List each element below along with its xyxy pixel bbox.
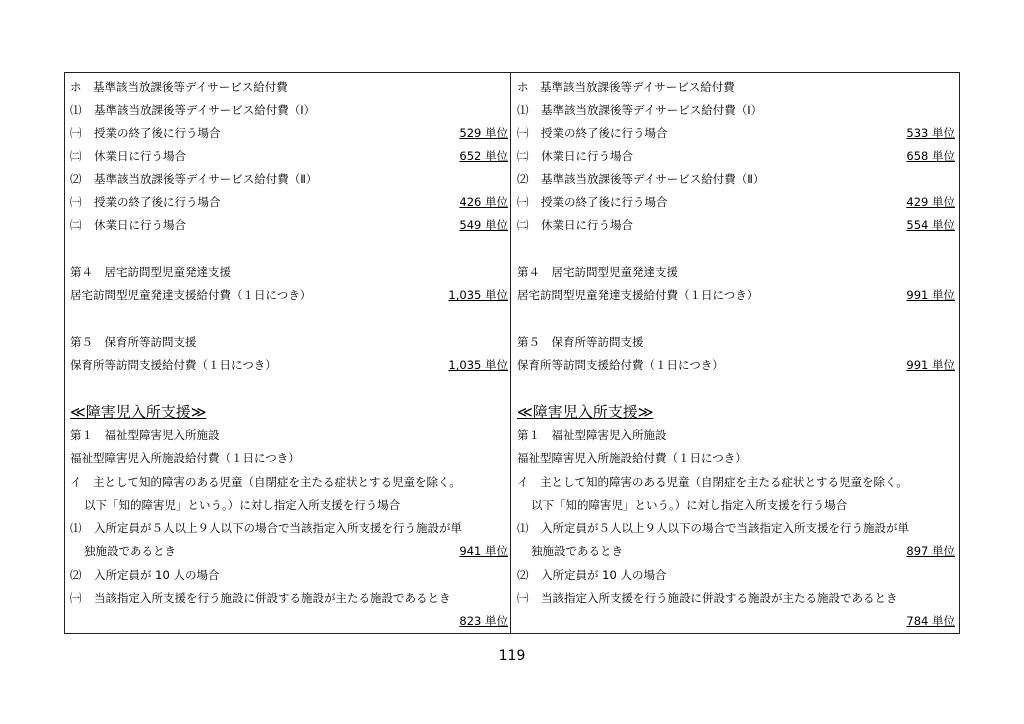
case-2-sub-mark: ㈠ xyxy=(517,591,529,605)
section-4-title: 第４ 居宅訪問型児童発達支援 xyxy=(517,265,678,279)
case-2 xyxy=(517,566,955,584)
i-line-1: イ 主として知的障害のある児童（自閉症を主たる症状とする児童を除く。 xyxy=(70,475,461,489)
subitem-a1 xyxy=(517,124,955,142)
section-5-title: 第５ 保育所等訪問支援 xyxy=(70,335,197,349)
subitem-b1 xyxy=(70,147,508,165)
i-line-1: イ 主として知的障害のある児童（自閉症を主たる症状とする児童を除く。 xyxy=(517,475,908,489)
section-5-title: 第５ 保育所等訪問支援 xyxy=(517,335,644,349)
item-1-text: 基準該当放課後等デイサービス給付費（Ⅰ） xyxy=(94,103,316,117)
case-1-text: 入所定員が５人以上９人以下の場合で当該指定入所支援を行う施設が単 xyxy=(541,521,909,535)
item-1-mark: ⑴ xyxy=(517,103,529,117)
subitem-b2 xyxy=(517,216,955,234)
subitem-a2 xyxy=(70,193,508,211)
case-2-mark: ⑵ xyxy=(70,568,82,582)
item-2-mark: ⑵ xyxy=(517,172,529,186)
subitem-a1 xyxy=(70,124,508,142)
case-1-text: 入所定員が５人以上９人以下の場合で当該指定入所支援を行う施設が単 xyxy=(94,521,462,535)
section-5-item-text: 保育所等訪問支援給付費（１日につき） xyxy=(517,358,724,372)
item-1-mark: ⑴ xyxy=(70,103,82,117)
subitem-a1-value: 529 単位 xyxy=(459,126,508,140)
subitem-b2-value: 554 単位 xyxy=(906,218,955,232)
facility-item: 福祉型障害児入所施設給付費（１日につき） xyxy=(70,451,300,465)
facility-title: 第１ 福祉型障害児入所施設 xyxy=(517,428,667,442)
subitem-b1-value: 652 単位 xyxy=(459,149,508,163)
case-2-sub xyxy=(517,589,955,607)
case-1-value: 941 単位 xyxy=(459,544,508,558)
subitem-a2-value: 426 単位 xyxy=(459,195,508,209)
section-4-value: 991 単位 xyxy=(906,288,955,302)
item-1-text: 基準該当放課後等デイサービス給付費（Ⅰ） xyxy=(541,103,763,117)
i-line-2: 以下「知的障害児」という。）に対し指定入所支援を行う場合 xyxy=(531,498,848,512)
section-5-item-text: 保育所等訪問支援給付費（１日につき） xyxy=(70,358,277,372)
subitem-a1-text: 授業の終了後に行う場合 xyxy=(94,126,221,140)
subitem-b1 xyxy=(517,147,955,165)
item-1 xyxy=(517,101,955,119)
subitem-a2-text: 授業の終了後に行う場合 xyxy=(541,195,668,209)
item-2-text: 基準該当放課後等デイサービス給付費（Ⅱ） xyxy=(94,172,318,186)
case-2-sub-value: 784 単位 xyxy=(906,614,955,628)
case-1 xyxy=(70,519,508,537)
facility-item: 福祉型障害児入所施設給付費（１日につき） xyxy=(517,451,747,465)
subitem-b1-mark: ㈡ xyxy=(70,149,82,163)
case-2-sub-value: 823 単位 xyxy=(459,614,508,628)
case-2-sub-text: 当該指定入所支援を行う施設に併設する施設が主たる施設であるとき xyxy=(541,591,898,605)
subitem-b2-mark: ㈡ xyxy=(70,218,82,232)
section-5-value: 991 単位 xyxy=(906,358,955,372)
section-heading: ≪障害児入所支援≫ xyxy=(70,403,207,421)
i-line-2: 以下「知的障害児」という。）に対し指定入所支援を行う場合 xyxy=(84,498,401,512)
subitem-a2-mark: ㈠ xyxy=(70,195,82,209)
ho-title: ホ 基準該当放課後等デイサービス給付費 xyxy=(517,80,735,94)
case-2-sub-mark: ㈠ xyxy=(70,591,82,605)
column-divider xyxy=(510,72,511,634)
item-2 xyxy=(70,170,508,188)
facility-title: 第１ 福祉型障害児入所施設 xyxy=(70,428,220,442)
subitem-b1-text: 休業日に行う場合 xyxy=(94,149,186,163)
section-5-item xyxy=(517,356,955,374)
item-2-text: 基準該当放課後等デイサービス給付費（Ⅱ） xyxy=(541,172,765,186)
subitem-a1-mark: ㈠ xyxy=(517,126,529,140)
case-2-sub-value-row xyxy=(517,612,955,630)
right-column xyxy=(517,72,955,634)
case-2 xyxy=(70,566,508,584)
subitem-a2-value: 429 単位 xyxy=(906,195,955,209)
subitem-a2 xyxy=(517,193,955,211)
section-4-item-text: 居宅訪問型児童発達支援給付費（１日につき） xyxy=(517,288,759,302)
case-1-mark: ⑴ xyxy=(70,521,82,535)
case-2-sub-value-row xyxy=(70,612,508,630)
subitem-a1-text: 授業の終了後に行う場合 xyxy=(541,126,668,140)
section-5-value: 1,035 単位 xyxy=(448,358,508,372)
subitem-b1-value: 658 単位 xyxy=(906,149,955,163)
subitem-a1-mark: ㈠ xyxy=(70,126,82,140)
case-1-cont-text: 独施設であるとき xyxy=(531,544,623,558)
case-2-text: 入所定員が 10 人の場合 xyxy=(94,568,220,582)
case-1-cont xyxy=(84,542,508,560)
subitem-b2-text: 休業日に行う場合 xyxy=(94,218,186,232)
section-heading: ≪障害児入所支援≫ xyxy=(517,403,654,421)
ho-title: ホ 基準該当放課後等デイサービス給付費 xyxy=(70,80,288,94)
case-1 xyxy=(517,519,955,537)
item-1 xyxy=(70,101,508,119)
subitem-b1-mark: ㈡ xyxy=(517,149,529,163)
case-2-sub xyxy=(70,589,508,607)
subitem-b2 xyxy=(70,216,508,234)
subitem-b2-text: 休業日に行う場合 xyxy=(541,218,633,232)
case-1-mark: ⑴ xyxy=(517,521,529,535)
left-column xyxy=(70,72,508,634)
subitem-a2-mark: ㈠ xyxy=(517,195,529,209)
page-number: 119 xyxy=(498,648,526,664)
case-2-text: 入所定員が 10 人の場合 xyxy=(541,568,667,582)
subitem-a2-text: 授業の終了後に行う場合 xyxy=(94,195,221,209)
subitem-b2-value: 549 単位 xyxy=(459,218,508,232)
section-4-title: 第４ 居宅訪問型児童発達支援 xyxy=(70,265,231,279)
case-1-cont xyxy=(531,542,955,560)
subitem-b1-text: 休業日に行う場合 xyxy=(541,149,633,163)
item-2 xyxy=(517,170,955,188)
item-2-mark: ⑵ xyxy=(70,172,82,186)
case-1-cont-text: 独施設であるとき xyxy=(84,544,176,558)
section-5-item xyxy=(70,356,508,374)
subitem-b2-mark: ㈡ xyxy=(517,218,529,232)
section-4-value: 1,035 単位 xyxy=(448,288,508,302)
case-1-value: 897 単位 xyxy=(906,544,955,558)
case-2-sub-text: 当該指定入所支援を行う施設に併設する施設が主たる施設であるとき xyxy=(94,591,451,605)
section-4-item xyxy=(517,286,955,304)
case-2-mark: ⑵ xyxy=(517,568,529,582)
section-4-item-text: 居宅訪問型児童発達支援給付費（１日につき） xyxy=(70,288,312,302)
section-4-item xyxy=(70,286,508,304)
subitem-a1-value: 533 単位 xyxy=(906,126,955,140)
